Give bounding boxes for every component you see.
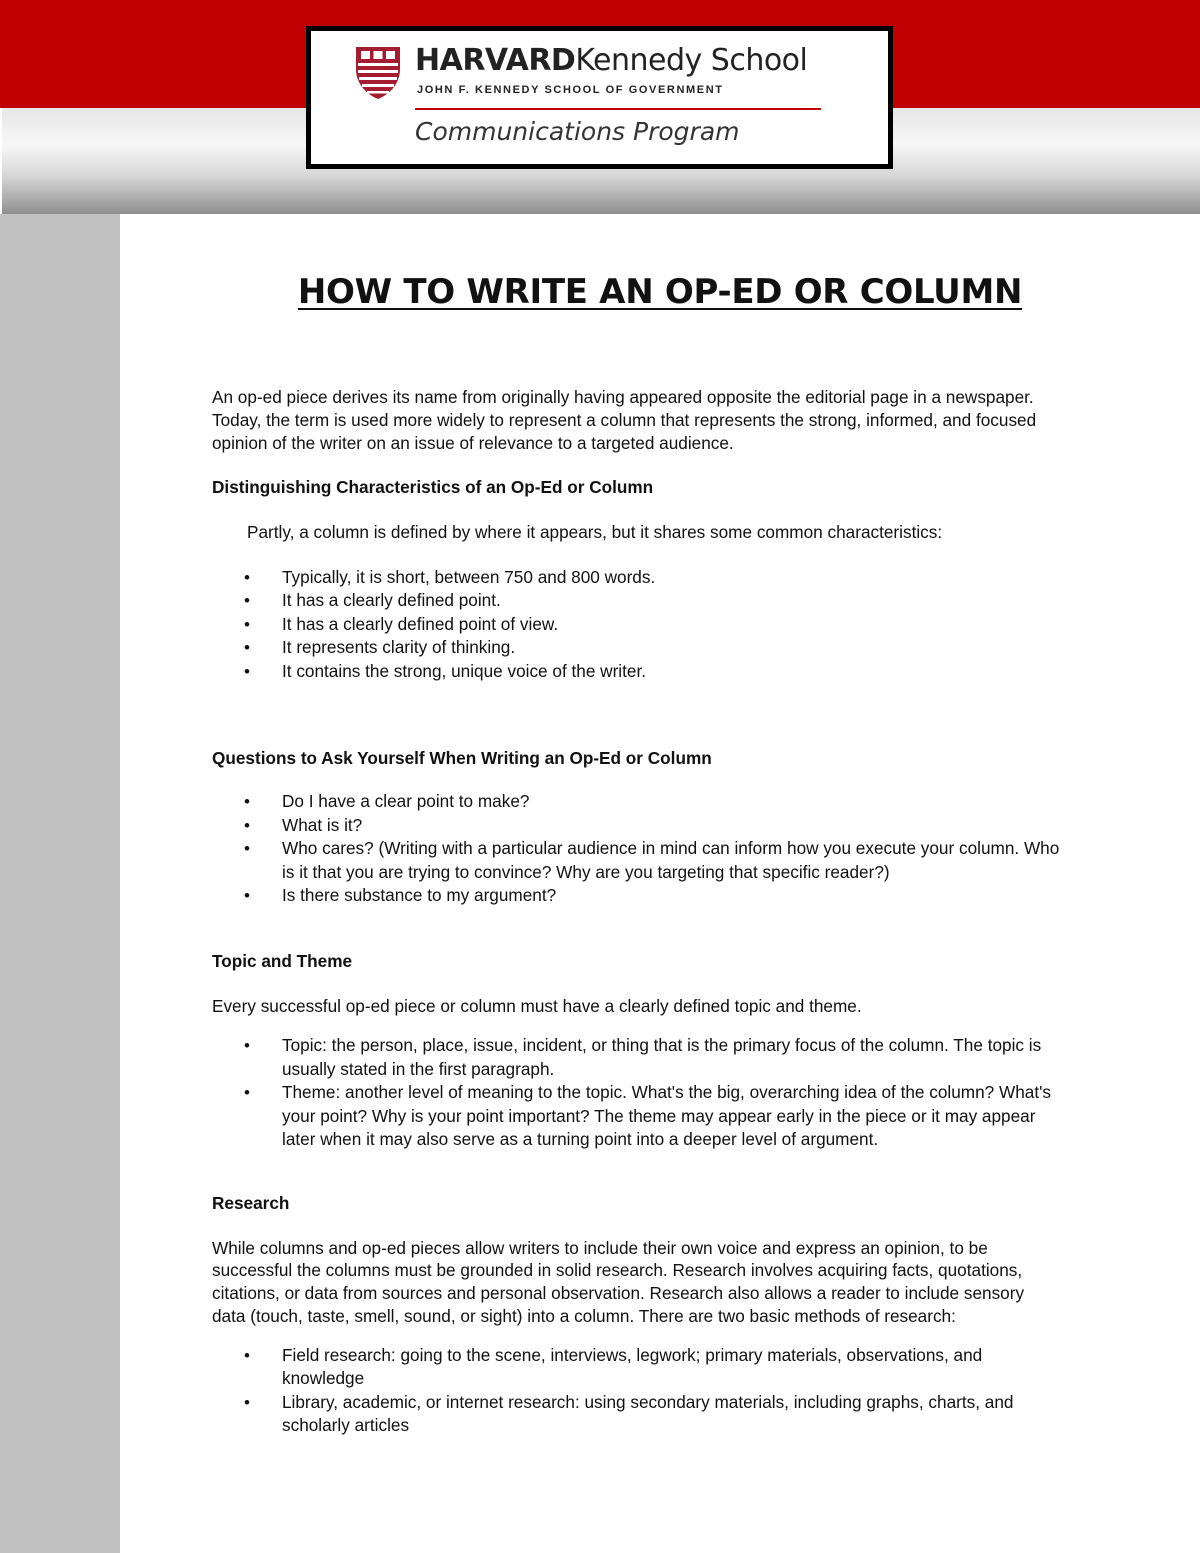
characteristics-heading: Distinguishing Characteristics of an Op-Ed or Column [212, 477, 654, 498]
intro-paragraph: An op-ed piece derives its name from originally having appeared opposite the editorial page in a newspaper. Today, the term is used more widely to represent a column that represents the strong, informed, and focused opinion of the writer on an issue of relevance to a targeted audience. [212, 387, 1037, 453]
research-heading: Research [212, 1192, 290, 1213]
logo-divider [415, 108, 821, 110]
characteristics-list [212, 566, 1062, 684]
logo-subtitle: JOHN F. KENNEDY SCHOOL OF GOVERNMENT [417, 84, 724, 96]
list-item: • What is it? [282, 814, 1062, 838]
logo-banner [306, 26, 893, 169]
list-item: • Is there substance to my argument? [282, 884, 1062, 908]
list-item: • Theme: another level of meaning to the topic. What's the big, overarching idea of the column? What's your point? Why is your point important? The theme may appear early in the piece or it may appear later when it may also serve as a turning point into a deeper level of argument. [282, 1081, 1062, 1152]
topic-lead: Every successful op-ed piece or column must have a clearly defined topic and theme. [212, 995, 862, 1016]
harvard-shield-icon [354, 45, 402, 101]
list-item: • It has a clearly defined point of view. [282, 613, 1062, 637]
list-item: • Do I have a clear point to make? [282, 790, 1062, 814]
list-item: • Library, academic, or internet research: using secondary materials, including graphs, charts, and scholarly articles [282, 1391, 1062, 1438]
research-list [212, 1344, 1062, 1438]
topic-list [212, 1034, 1062, 1152]
list-item: • It contains the strong, unique voice of the writer. [282, 660, 1062, 684]
list-item: • Typically, it is short, between 750 and 800 words. [282, 566, 1062, 590]
topic-heading: Topic and Theme [212, 950, 353, 971]
research-lead: While columns and op-ed pieces allow writers to include their own voice and express an opinion, to be successful the columns must be grounded in solid research. Research involves acquiring facts, quotations, citations, or data from sources and personal observation. Research also allows a reader to include sensory data (touch, taste, smell, sound, or sight) into a column. There are two basic methods of research: [212, 1237, 1025, 1327]
characteristics-lead: Partly, a column is defined by where it appears, but it shares some common characteristics: [247, 522, 943, 543]
document-body [212, 386, 1062, 1438]
list-item: • It has a clearly defined point. [282, 589, 1062, 613]
list-item: • It represents clarity of thinking. [282, 636, 1062, 660]
list-item: • Field research: going to the scene, interviews, legwork; primary materials, observations, and knowledge [282, 1344, 1062, 1391]
list-item: • Who cares? (Writing with a particular audience in mind can inform how you execute your column. Who is it that you are trying to convince? Why are you targeting that specific reader?) [282, 837, 1062, 884]
left-sidebar-bar [0, 214, 120, 1553]
document-title: HOW TO WRITE AN OP-ED OR COLUMN [297, 272, 1023, 312]
questions-heading: Questions to Ask Yourself When Writing an Op-Ed or Column [212, 748, 712, 769]
logo-program-name: Communications Program [415, 117, 740, 146]
list-item: • Topic: the person, place, issue, incident, or thing that is the primary focus of the column. The topic is usually stated in the first paragraph. [282, 1034, 1062, 1081]
questions-list [212, 790, 1062, 908]
logo-wordmark: HARVARDKennedy School [415, 43, 808, 78]
